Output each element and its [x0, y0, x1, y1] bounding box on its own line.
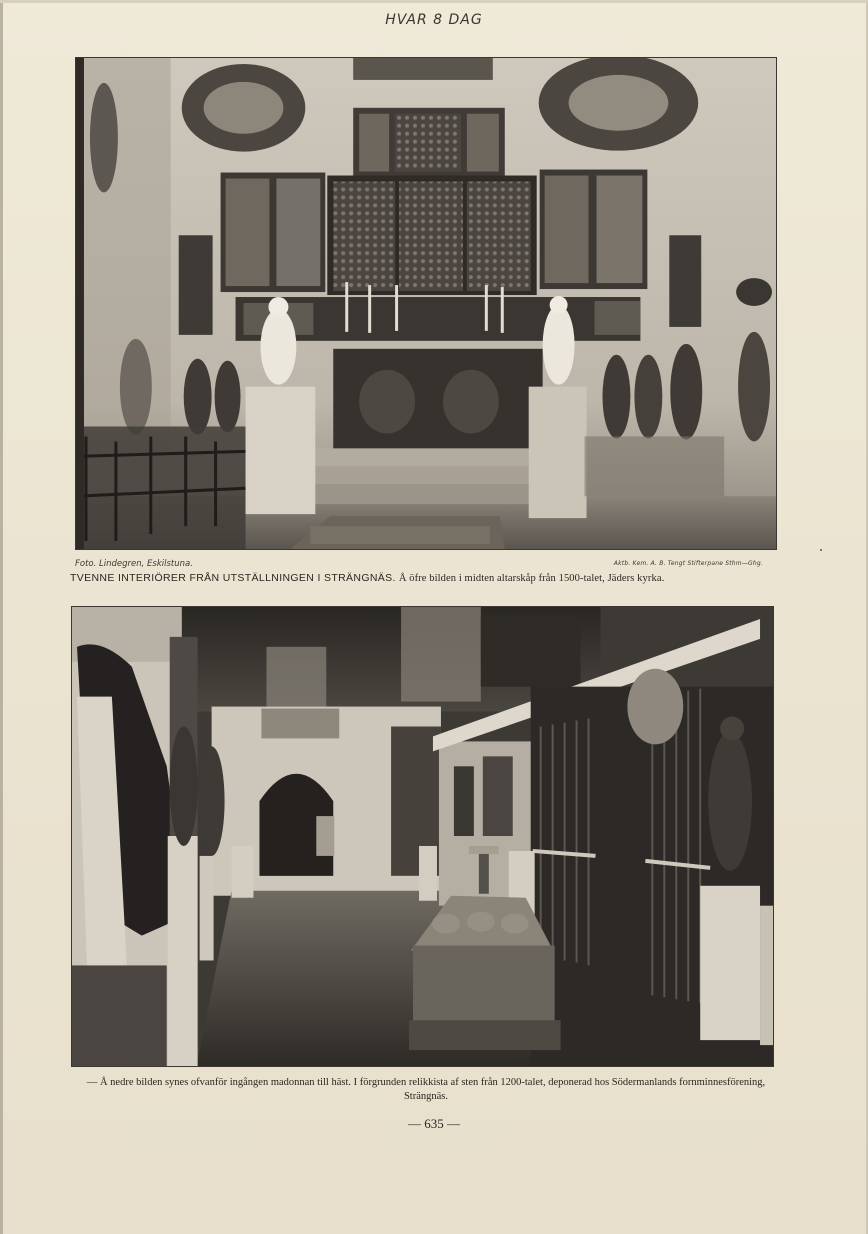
print-speck — [820, 549, 822, 551]
page-edge-top — [0, 0, 868, 3]
running-title: HVAR 8 DAG — [385, 12, 483, 28]
top-photograph-altar-interior — [75, 57, 777, 550]
top-caption — [70, 572, 786, 584]
bottom-photograph-exhibition-hall — [71, 606, 774, 1067]
photographer-credit: Foto. Lindegren, Eskilstuna. — [75, 559, 193, 569]
top-caption-text: Å öfre bilden i midten altarskåp från 1500-talet, Jäders kyrka. — [398, 573, 665, 584]
top-caption-heading: TVENNE INTERIÖRER FRÅN UTSTÄLLNINGEN I STRÄNGNÄS. — [70, 572, 396, 584]
engraver-credit: Aktb. Kem. A. B. Tengt Stifterpane Sthm—Ghg. — [613, 560, 763, 567]
top-photo-credits — [75, 559, 777, 571]
page-number: — 635 — — [408, 1116, 460, 1131]
page-edge-shadow-left — [0, 0, 3, 1234]
bottom-caption: — Å nedre bilden synes ofvanför ingången madonnan till häst. I förgrunden relikkista af sten från 1200-talet, deponerad hos Södermanlands fornminnesförening, Strängnäs. — [86, 1077, 766, 1102]
